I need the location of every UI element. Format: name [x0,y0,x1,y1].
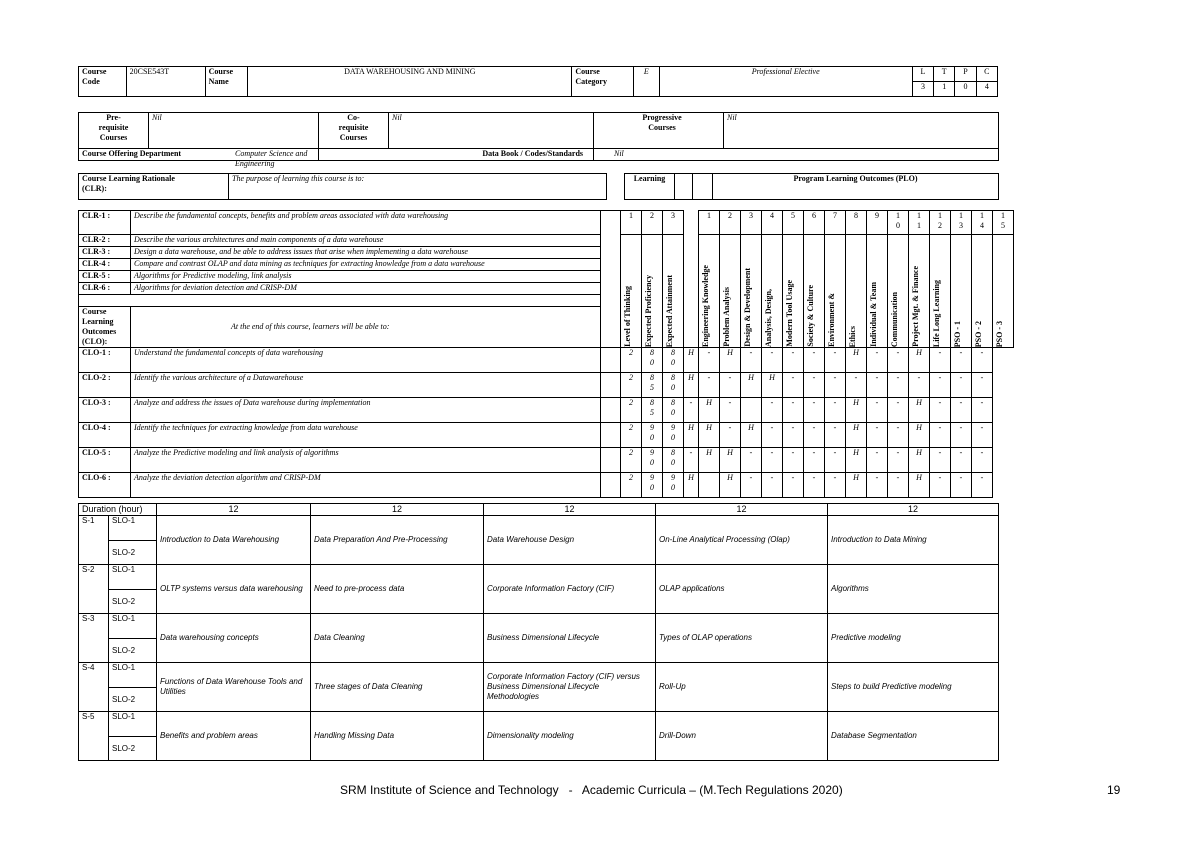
topic-cell: Benefits and problem areas [157,712,311,761]
clo-plo-value: H [909,473,930,498]
clr-code: CLR-6 : [79,283,131,295]
clo-plo-value: H [741,423,762,448]
clo-plo-value: - [804,373,825,398]
clr-header-table [78,173,999,200]
topic-cell: Roll-Up [656,663,828,712]
plo-header: Ethics [848,325,857,347]
clo-plo-value: - [951,448,972,473]
clo-learning-value: 2 [621,398,642,423]
topic-cell: Business Dimensional Lifecycle [484,614,656,663]
databook-value: Nil [594,149,999,161]
plo-number: 4 [762,211,783,235]
clo-plo-value: - [867,448,888,473]
clo-plo-value: - [783,448,804,473]
clr-text: Design a data warehouse, and be able to address issues that arise when implementing a data warehouse [131,247,601,259]
clo-plo-value: H [846,448,867,473]
clo-plo-value: - [867,473,888,498]
plo-header: Environment & [827,293,836,347]
clo-learning-value: 8 5 [642,398,663,423]
topic-cell: Introduction to Data Warehousing [157,516,311,565]
clo-plo-value: H [741,373,762,398]
topic-cell: OLTP systems versus data warehousing [157,565,311,614]
slo-1-label: SLO-1 [109,565,157,590]
clo-plo-value: - [867,373,888,398]
plo-number: 1 [699,211,720,235]
plo-label: Program Learning Outcomes (PLO) [713,174,999,200]
clo-learning-value: 8 0 [663,348,684,373]
plo-header: Modern Tool Usage [785,280,794,347]
clo-plo-value: - [888,448,909,473]
clo-plo-value: - [972,348,993,373]
clo-row [79,348,1014,373]
clo-intro: At the end of this course, learners will be able to: [131,307,601,348]
plo-number: 1 4 [972,211,993,235]
topic-cell: Data Warehouse Design [484,516,656,565]
session-label: S-2 [79,565,109,614]
plo-number: 1 3 [951,211,972,235]
clo-learning-value: 9 0 [642,473,663,498]
clo-text: Identify the various architecture of a Datawarehouse [131,373,601,398]
plo-number: 5 [783,211,804,235]
clo-plo-value: - [867,398,888,423]
topic-cell: Predictive modeling [828,614,999,663]
clo-plo-value: - [972,423,993,448]
plo-number: 1 2 [930,211,951,235]
clo-learning-value: 2 [621,448,642,473]
plo-header: Problem Analysis [722,287,731,347]
duration-value: 12 [311,504,484,516]
footer-text: SRM Institute of Science and Technology - Academic Curricula – (M.Tech Regulations 2020) [340,783,843,797]
clo-code: CLO-1 : [79,348,131,373]
course-header-table [78,66,998,97]
learning-number: 3 [663,211,684,235]
plo-header: Analysis, Design, [764,288,773,347]
clo-text: Analyze the Predictive modeling and link analysis of algorithms [131,448,601,473]
clo-plo-value: - [930,448,951,473]
clo-plo-value: - [684,398,699,423]
clr-text: Describe the various architectures and main components of a data warehouse [131,235,601,247]
clo-plo-value: - [804,473,825,498]
clo-plo-value: - [972,398,993,423]
duration-value: 12 [157,504,311,516]
slo-2-label: SLO-2 [109,688,157,712]
clo-plo-value: H [699,398,720,423]
dept-label: Course Offering Department [82,149,182,158]
clo-plo-value: - [804,348,825,373]
clo-plo-value: - [699,373,720,398]
dept-value: Computer Science and Engineering [235,149,308,168]
clo-plo-value: - [825,423,846,448]
clo-learning-value: 8 0 [663,373,684,398]
plo-number: 8 [846,211,867,235]
plo-number: 1 1 [909,211,930,235]
learning-number: 2 [642,211,663,235]
clo-text: Analyze and address the issues of Data warehouse during implementation [131,398,601,423]
clo-plo-value: H [909,423,930,448]
session-row [79,712,999,737]
clo-plo-value: H [684,423,699,448]
clo-plo-value: - [720,423,741,448]
slo-1-label: SLO-1 [109,614,157,639]
clo-plo-value: - [762,448,783,473]
ltpc-label-t: T [934,67,955,82]
plo-header: PSO - 1 [953,320,962,347]
clo-plo-value: - [804,423,825,448]
clo-plo-value: H [699,423,720,448]
plo-number: 2 [720,211,741,235]
clr-code: CLR-2 : [79,235,131,247]
clo-plo-value: - [930,348,951,373]
course-category-label: Course Category [572,67,634,97]
plo-header: Life Long Learning [932,279,941,347]
clo-plo-value: - [951,398,972,423]
clr-code: CLR-4 : [79,259,131,271]
clo-learning-value: 2 [621,348,642,373]
page-number: 19 [1107,783,1121,797]
clo-plo-value: - [741,473,762,498]
clo-plo-value: - [888,348,909,373]
clo-code: CLO-2 : [79,373,131,398]
clo-row [79,373,1014,398]
clo-code: CLO-5 : [79,448,131,473]
plo-header: Project Mgt. & Finance [911,266,920,347]
plo-number: 7 [825,211,846,235]
clo-plo-value: - [930,473,951,498]
clo-plo-value: - [825,398,846,423]
clo-plo-value: H [684,373,699,398]
clo-row [79,423,1014,448]
co-requisite-value: Nil [389,113,594,149]
slo-2-label: SLO-2 [109,541,157,565]
plo-header: Communication [890,291,899,347]
topic-cell: Corporate Information Factory (CIF) versus Business Dimensional Lifecycle Methodologies [484,663,656,712]
clo-plo-value: - [720,398,741,423]
clo-plo-value: - [888,373,909,398]
clr-intro: The purpose of learning this course is to: [229,174,607,200]
clo-plo-value: - [762,473,783,498]
clo-plo-value: - [684,448,699,473]
clo-plo-value: H [909,348,930,373]
clo-plo-value: - [762,348,783,373]
clo-learning-value: 2 [621,373,642,398]
plo-header: Society & Culture [806,285,815,347]
clr-text: Describe the fundamental concepts, benefits and problem areas associated with data warehousing [131,211,601,235]
slo-1-label: SLO-1 [109,516,157,541]
clo-plo-value: - [951,373,972,398]
topic-cell: Database Segmentation [828,712,999,761]
clo-plo-value: H [846,348,867,373]
learning-header: Expected Attainment [665,274,674,347]
requisites-table [78,112,999,168]
topic-cell: Drill-Down [656,712,828,761]
clo-plo-value: - [867,423,888,448]
clo-code: CLO-3 : [79,398,131,423]
duration-label: Duration (hour) [79,504,157,516]
clo-plo-value: - [972,373,993,398]
clo-plo-value: - [825,473,846,498]
clo-learning-value: 8 0 [663,398,684,423]
clo-plo-value [699,473,720,498]
clo-code: CLO-4 : [79,423,131,448]
schedule-table [78,503,999,761]
databook-label: Data Book / Codes/Standards [319,149,594,161]
clo-learning-value: 8 0 [663,448,684,473]
clo-plo-value: - [804,398,825,423]
slo-2-label: SLO-2 [109,639,157,663]
clo-learning-value: 8 5 [642,373,663,398]
clr-code: CLR-3 : [79,247,131,259]
course-code: 20CSE543T [126,67,205,97]
slo-2-label: SLO-2 [109,737,157,761]
clo-plo-value: - [741,448,762,473]
clo-plo-value [741,398,762,423]
clo-plo-value: H [846,473,867,498]
clo-plo-value: - [930,373,951,398]
session-label: S-5 [79,712,109,761]
clo-learning-value: 8 0 [642,348,663,373]
clo-learning-value: 2 [621,423,642,448]
topic-cell: Data Preparation And Pre-Processing [311,516,484,565]
duration-value: 12 [828,504,999,516]
plo-number: 1 0 [888,211,909,235]
duration-value: 12 [484,504,656,516]
plo-header: Individual & Team [869,282,878,347]
plo-number: 3 [741,211,762,235]
clr-clo-matrix [78,210,1014,498]
progressive-value: Nil [724,113,999,149]
plo-number: 9 [867,211,888,235]
clo-plo-value: H [846,398,867,423]
plo-header: Engineering Knowledge [701,264,710,347]
topic-cell: Functions of Data Warehouse Tools and Utilities [157,663,311,712]
clo-plo-value: H [720,348,741,373]
clo-plo-value: H [762,373,783,398]
clo-plo-value: - [888,398,909,423]
topic-cell: OLAP applications [656,565,828,614]
topic-cell: Algorithms [828,565,999,614]
course-code-label: Course Code [79,67,127,97]
co-requisite-label: Co- requisite Courses [319,113,389,149]
plo-header: Design & Development [743,268,752,347]
clo-plo-value: - [825,348,846,373]
course-name: DATA WAREHOUSING AND MINING [248,67,572,97]
session-label: S-1 [79,516,109,565]
clo-label: Course Learning Outcomes (CLO): [79,307,131,348]
clo-plo-value: - [951,473,972,498]
clo-learning-value: 9 0 [642,423,663,448]
plo-header: PSO - 2 [974,320,983,347]
course-name-label: Course Name [205,67,248,97]
ltpc-label-p: P [955,67,976,82]
session-label: S-4 [79,663,109,712]
clo-row [79,398,1014,423]
duration-value: 12 [656,504,828,516]
ltpc-value-l: 3 [912,82,933,97]
clo-learning-value: 9 0 [663,423,684,448]
clr-text: Compare and contrast OLAP and data mining as techniques for extracting knowledge from a data warehouse [131,259,601,271]
learning-header: Level of Thinking [623,286,632,347]
ltpc-label-c: C [976,67,997,82]
clr-text: Algorithms for deviation detection and CRISP-DM [131,283,601,295]
ltpc-label-l: L [912,67,933,82]
topic-cell: Data warehousing concepts [157,614,311,663]
session-row [79,565,999,590]
clo-plo-value: H [684,348,699,373]
clo-plo-value: - [930,398,951,423]
learning-number: 1 [621,211,642,235]
slo-1-label: SLO-1 [109,712,157,737]
clo-plo-value: - [951,348,972,373]
plo-header: PSO - 3 [995,320,1004,347]
clo-text: Understand the fundamental concepts of data warehousing [131,348,601,373]
clo-plo-value: - [909,373,930,398]
clo-plo-value: H [684,473,699,498]
clo-plo-value: - [783,348,804,373]
clo-text: Identify the techniques for extracting knowledge from data warehouse [131,423,601,448]
course-category-code: E [634,67,659,97]
clo-plo-value: - [699,348,720,373]
topic-cell: Types of OLAP operations [656,614,828,663]
clo-plo-value: - [720,373,741,398]
clo-learning-value: 2 [621,473,642,498]
slo-1-label: SLO-1 [109,663,157,688]
plo-number: 1 5 [993,211,1014,235]
clo-plo-value: - [846,373,867,398]
topic-cell: On-Line Analytical Processing (Olap) [656,516,828,565]
clo-row [79,448,1014,473]
clo-plo-value: - [783,398,804,423]
topic-cell: Steps to build Predictive modeling [828,663,999,712]
clo-plo-value: H [699,448,720,473]
clo-plo-value: - [762,423,783,448]
pre-requisite-value: Nil [149,113,319,149]
pre-requisite-label: Pre- requisite Courses [79,113,149,149]
learning-label: Learning [625,174,675,200]
clo-plo-value: H [909,398,930,423]
clo-code: CLO-6 : [79,473,131,498]
clo-plo-value: - [888,423,909,448]
session-label: S-3 [79,614,109,663]
clo-plo-value: - [930,423,951,448]
session-row [79,516,999,541]
clo-plo-value: H [720,473,741,498]
clo-plo-value: H [909,448,930,473]
clo-plo-value: - [825,448,846,473]
clo-learning-value: 9 0 [663,473,684,498]
ltpc-value-c: 4 [976,82,997,97]
topic-cell: Corporate Information Factory (CIF) [484,565,656,614]
clo-plo-value: - [762,398,783,423]
session-row [79,614,999,639]
topic-cell: Need to pre-process data [311,565,484,614]
clr-code: CLR-5 : [79,271,131,283]
progressive-label: Progressive Courses [594,113,724,149]
clo-plo-value: - [741,348,762,373]
clr-text: Algorithms for Predictive modeling, link analysis [131,271,601,283]
topic-cell: Data Cleaning [311,614,484,663]
topic-cell: Handling Missing Data [311,712,484,761]
session-row [79,663,999,688]
clo-plo-value: H [720,448,741,473]
clo-plo-value: - [972,448,993,473]
clo-plo-value: - [867,348,888,373]
clo-plo-value: - [888,473,909,498]
clo-plo-value: - [783,423,804,448]
clo-plo-value: - [972,473,993,498]
clo-text: Analyze the deviation detection algorithm and CRISP-DM [131,473,601,498]
plo-number: 6 [804,211,825,235]
learning-header: Expected Proficiency [644,274,653,347]
clo-plo-value: - [804,448,825,473]
clo-learning-value: 9 0 [642,448,663,473]
slo-2-label: SLO-2 [109,590,157,614]
topic-cell: Introduction to Data Mining [828,516,999,565]
clo-plo-value: H [846,423,867,448]
course-category: Professional Elective [659,67,912,97]
clo-plo-value: - [951,423,972,448]
topic-cell: Dimensionality modeling [484,712,656,761]
ltpc-value-p: 0 [955,82,976,97]
clo-row [79,473,1014,498]
clr-code: CLR-1 : [79,211,131,235]
clo-plo-value: - [825,373,846,398]
clo-plo-value: - [783,473,804,498]
topic-cell: Three stages of Data Cleaning [311,663,484,712]
clr-label: Course Learning Rationale (CLR): [79,174,229,200]
clo-plo-value: - [783,373,804,398]
ltpc-value-t: 1 [934,82,955,97]
